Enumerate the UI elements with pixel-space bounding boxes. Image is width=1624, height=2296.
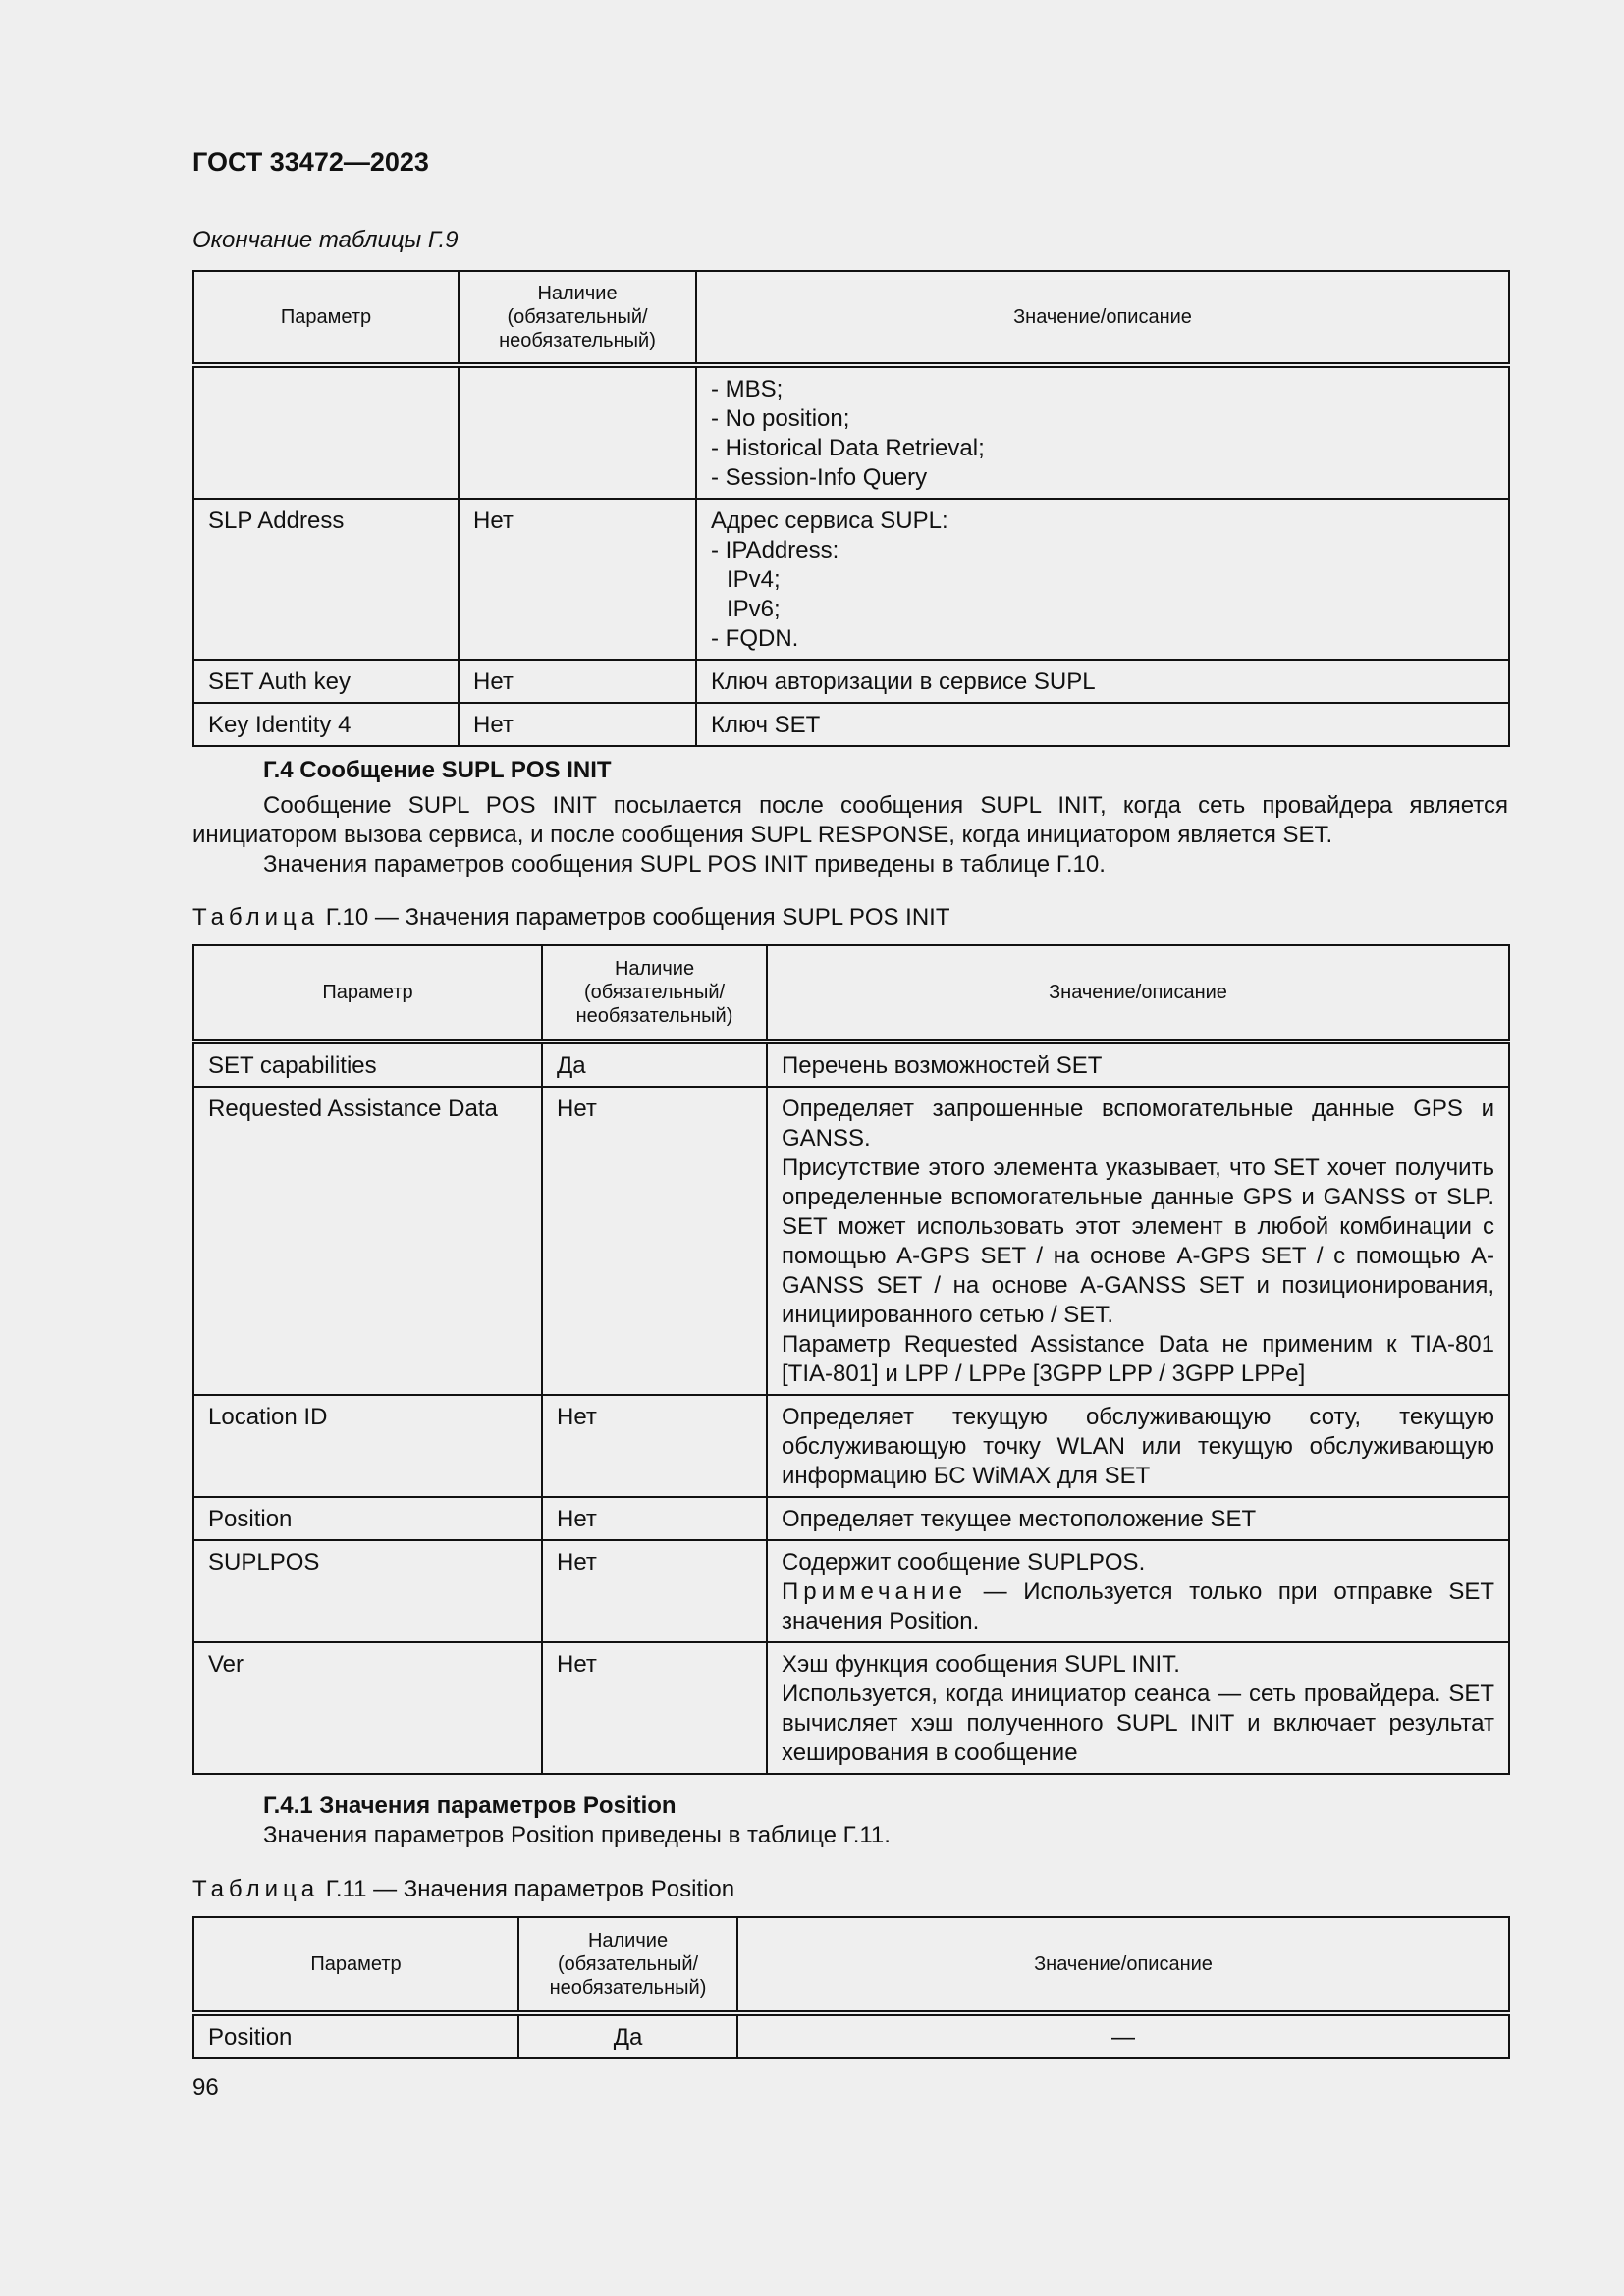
presence-cell: Нет — [542, 1497, 767, 1540]
table11 — [192, 1916, 1510, 2059]
presence-cell: Да — [518, 2013, 737, 2058]
presence-cell: Нет — [542, 1395, 767, 1497]
value-cell — [696, 499, 1509, 660]
value-cell: Ключ авторизации в сервисе SUPL — [696, 660, 1509, 703]
param-cell: Position — [193, 2013, 518, 2058]
table9-col-value: Значение/описание — [696, 271, 1509, 365]
table-row — [193, 703, 1509, 746]
presence-cell: Нет — [459, 660, 696, 703]
param-cell: SLP Address — [193, 499, 459, 660]
value-line: IPv4; — [727, 566, 781, 593]
value-cell: Определяет текущее местоположение SET — [767, 1497, 1509, 1540]
table9-cont-presence — [459, 365, 696, 499]
table11-col-presence: Наличие (обязательный/ необязательный) — [518, 1917, 737, 2013]
table11-col-param: Параметр — [193, 1917, 518, 2013]
value-cell — [767, 1087, 1509, 1395]
table-row — [193, 1395, 1509, 1497]
list-item: - MBS; — [711, 376, 784, 402]
value-line: Содержит сообщение SUPLPOS. — [782, 1549, 1146, 1575]
page-number: 96 — [192, 2074, 219, 2101]
presence-cell: Да — [542, 1041, 767, 1087]
list-item: - Session-Info Query — [711, 464, 928, 491]
table-row — [193, 1497, 1509, 1540]
table-row — [193, 499, 1509, 660]
value-line: Используется, когда инициатор сеанса — сеть провайдера. SET вычисляет хэш полученного SUPL INIT и включает результат хеширования в сообщение — [782, 1681, 1494, 1766]
table10-col-param: Параметр — [193, 945, 542, 1041]
presence-cell: Нет — [542, 1087, 767, 1395]
table9-header-row — [193, 271, 1509, 365]
table10 — [192, 944, 1510, 1775]
value-cell: — — [737, 2013, 1509, 2058]
value-line: Адрес сервиса SUPL: — [711, 507, 948, 534]
list-item: - No position; — [711, 405, 850, 432]
value-line: Параметр Requested Assistance Data не применим к TIA-801 [TIA-801] и LPP / LPPe [3GPP LPP / 3GPP LPPe] — [782, 1331, 1494, 1387]
table-row — [193, 660, 1509, 703]
section-g41-title: Г.4.1 Значения параметров Position — [263, 1792, 677, 1819]
value-line: IPv6; — [727, 596, 781, 622]
table-row — [193, 1642, 1509, 1774]
table9 — [192, 270, 1510, 747]
table11-col-value: Значение/описание — [737, 1917, 1509, 2013]
value-cell — [767, 1540, 1509, 1642]
presence-cell: Нет — [542, 1642, 767, 1774]
list-item: - Historical Data Retrieval; — [711, 435, 985, 461]
table11-caption: Таблица Г.11 — Значения параметров Position — [192, 1876, 735, 1902]
value-line: Хэш функция сообщения SUPL INIT. — [782, 1651, 1180, 1678]
note-line — [782, 1577, 1494, 1636]
table10-col-value: Значение/описание — [767, 945, 1509, 1041]
table-row — [193, 2013, 1509, 2058]
presence-cell: Нет — [459, 499, 696, 660]
param-cell: SUPLPOS — [193, 1540, 542, 1642]
param-cell: SET Auth key — [193, 660, 459, 703]
value-cell: Ключ SET — [696, 703, 1509, 746]
value-line: Определяет запрошенные вспомогательные данные GPS и GANSS. — [782, 1095, 1494, 1151]
section-g4-para2: Значения параметров сообщения SUPL POS INIT приведены в таблице Г.10. — [263, 851, 1106, 878]
table9-cont-value — [696, 365, 1509, 499]
param-cell: Key Identity 4 — [193, 703, 459, 746]
section-g4-para1: Сообщение SUPL POS INIT посылается после сообщения SUPL INIT, когда сеть провайдера является инициатором вызова сервиса, и после сообщения SUPL RESPONSE, когда инициатором является SET. — [192, 792, 1508, 848]
table10-caption: Таблица Г.10 — Значения параметров сообщения SUPL POS INIT — [192, 904, 950, 931]
table-row — [193, 365, 1509, 499]
presence-cell: Нет — [459, 703, 696, 746]
param-cell: Ver — [193, 1642, 542, 1774]
table9-col-param: Параметр — [193, 271, 459, 365]
param-cell: Location ID — [193, 1395, 542, 1497]
table11-header-row — [193, 1917, 1509, 2013]
table-row — [193, 1087, 1509, 1395]
value-line: Присутствие этого элемента указывает, что SET хочет получить определенные вспомогательные данные GPS и GANSS от SLP. SET может использовать этот элемент в любой комбинации с помощью A-GPS SET / на основе A-GPS SET / с помощью A-GANSS SET / на основе A-GANSS SET и позиционирования, инициированного сетью / SET. — [782, 1154, 1494, 1328]
value-cell: Определяет текущую обслуживающую соту, текущую обслуживающую точку WLAN или текущую обслуживающую информацию БС WiMAX для SET — [767, 1395, 1509, 1497]
table9-caption: Окончание таблицы Г.9 — [192, 227, 459, 253]
table-row — [193, 1540, 1509, 1642]
table9-cont-param — [193, 365, 459, 499]
note-label: Примечание — [782, 1578, 967, 1605]
section-g4-title: Г.4 Сообщение SUPL POS INIT — [263, 757, 612, 783]
table10-header-row — [193, 945, 1509, 1041]
value-cell: Перечень возможностей SET — [767, 1041, 1509, 1087]
value-line: - IPAddress: — [711, 537, 839, 563]
presence-cell: Нет — [542, 1540, 767, 1642]
value-line: - FQDN. — [711, 625, 799, 652]
table9-col-presence: Наличие (обязательный/ необязательный) — [459, 271, 696, 365]
table-row — [193, 1041, 1509, 1087]
section-g41-para: Значения параметров Position приведены в таблице Г.11. — [263, 1822, 891, 1848]
note-text: — Используется только при отправке SET значения Position. — [782, 1578, 1494, 1634]
param-cell: Requested Assistance Data — [193, 1087, 542, 1395]
document-header: ГОСТ 33472—2023 — [192, 147, 429, 177]
table10-col-presence: Наличие (обязательный/ необязательный) — [542, 945, 767, 1041]
param-cell: Position — [193, 1497, 542, 1540]
param-cell: SET capabilities — [193, 1041, 542, 1087]
value-cell — [767, 1642, 1509, 1774]
